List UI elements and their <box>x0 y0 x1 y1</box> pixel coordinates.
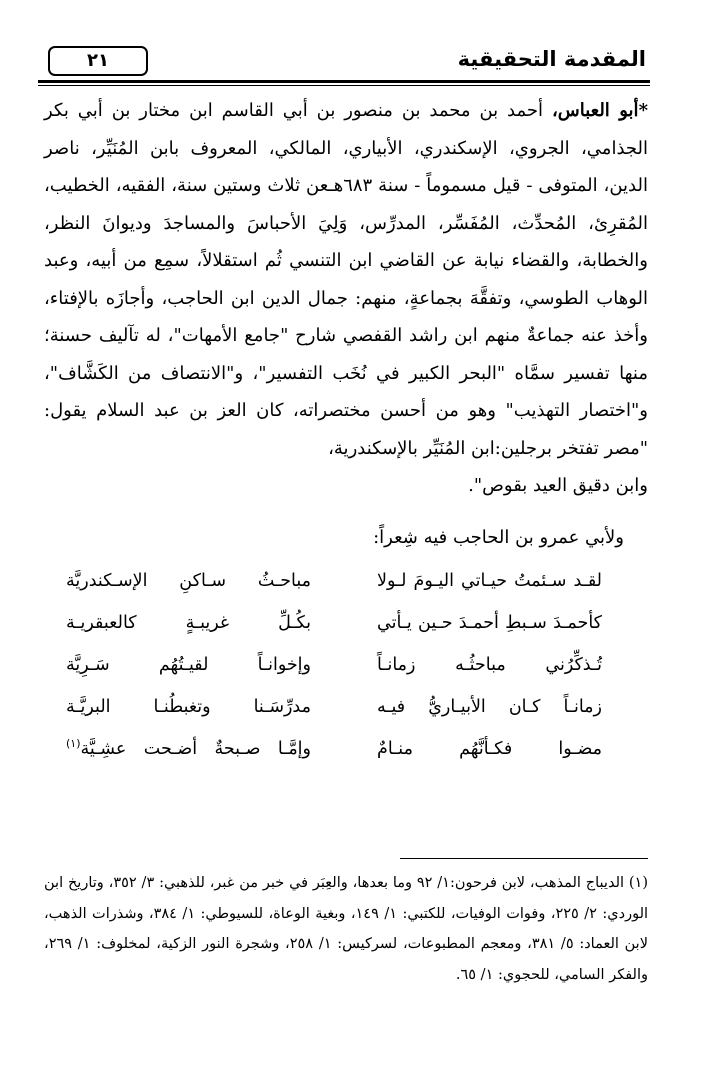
verse-first-half: زمانـاً كـان الأبيـاريُّ فيـه <box>377 697 602 717</box>
bio-body: أحمد بن محمد بن منصور بن أبي القاسم ابن مختار بن أبي بكر الجذامي، الجروي، الإسكندري، الأبياري، المالكي، المعروف بابن المُنَيِّر، ناصر الدين، المتوفى - قيل مسموماً - سنة ٦٨٣هـعن ثلاث وستين سنة، الفقيه، الخطيب، المُقرِئ، المُحدِّث، المُفَسِّر، المدرِّس، وَلِيَ الأحباسَ والمساجدَ وديوانَ النظر، والخطابة، والقضاء نيابة عن القاضي ابن التنسي ثُم استقلالاً، سمِع من أبيه، وعبد الوهاب الطوسي، وتفقَّهَ بجماعةٍ، منهم: جمال الدين ابن الحاجب، وأجازَه بالإفتاء، وأخذ عنه جماعةٌ منهم ابن راشد القفصي شارح "جامع الأمهات"، له تآليف حسنة؛ منها تفسير سمَّاه "البحر الكبير في نُخَب التفسير"، و"الانتصاف من الكَشَّاف"، و"اختصار التهذيب" وهو من أحسن مختصراته، كان العز بن عبد السلام يقول: "مصر تفتخر برجلين:ابن المُنَيِّر بالإسكندرية، <box>44 100 648 459</box>
verse-second-half: بكُـلِّ غريبـةٍ كالعبقريـة <box>66 613 311 633</box>
header-rule-thick <box>38 80 650 83</box>
page-number: ٢١ <box>48 46 148 76</box>
verse-first-half: تُـذكِّرُني مباحثُـه زمانـاً <box>377 655 602 675</box>
poem-intro: ولأبي عمرو بن الحاجب فيه شِعراً: <box>373 527 624 548</box>
poem-verse <box>44 728 648 770</box>
verse-second-half: وإخوانـاً لقيـتُهُم سَـرِيَّة <box>66 655 311 675</box>
footnotes <box>44 868 648 990</box>
poem-verse <box>44 560 648 602</box>
poem-verse <box>44 644 648 686</box>
verse-first-half: مضـوا فكـأنَّهُم منـامٌ <box>377 739 602 759</box>
verse-first-half: كأحمـدَ سـبطِ أحمـدَ حـين يـأتي <box>377 613 602 633</box>
header-rule-thin <box>38 85 650 86</box>
bio-star: * <box>638 100 648 121</box>
biography-last-line: وابن دقيق العيد بقوص". <box>468 475 648 496</box>
verse-second-half: مدرِّسَـنا وتغبطُنـا البريَّـة <box>66 697 311 717</box>
footnote-separator <box>400 858 648 859</box>
poem-verse <box>44 686 648 728</box>
bio-name: أبو العباس، <box>551 100 639 121</box>
poem-verse <box>44 602 648 644</box>
running-title: المقدمة التحقيقية <box>457 47 646 71</box>
verse-second-half <box>66 728 311 770</box>
footnote-marker: (١) <box>66 737 81 751</box>
poem <box>44 560 648 770</box>
verse-first-half: لقـد سـئمتُ حيـاتي اليـومَ لـولا <box>377 571 602 591</box>
footnote-1: (١) الديباج المذهب، لابن فرحون:١/ ٩٢ وما بعدها، والعِبَر في خبر من غبر، للذهبي: ٣/ ٣٥٢، وتاريخ ابن الوردي: ٢/ ٢٢٥، وفوات الوفيات، للكتبي: ١/ ١٤٩، وبغية الوعاة، للسيوطي: ١/ ٣٨٤، وشذرات الذهب، لابن العماد: ٥/ ٣٨١، ومعجم المطبوعات، لسركيس: ١/ ٢٥٨، وشجرة النور الزكية، لمخلوف: ١/ ٢٦٩، والفكر السامي، للحجوي: ١/ ٦٥. <box>44 875 649 983</box>
verse-second-half-text: وإمَّـا صـبحةٌ أضـحت عشِـيَّة <box>80 739 311 759</box>
biography-paragraph <box>44 92 648 467</box>
running-header <box>38 42 650 78</box>
verse-second-half: مباحـثُ سـاكنِ الإسـكندريَّة <box>66 571 311 591</box>
biography-text <box>44 92 648 505</box>
